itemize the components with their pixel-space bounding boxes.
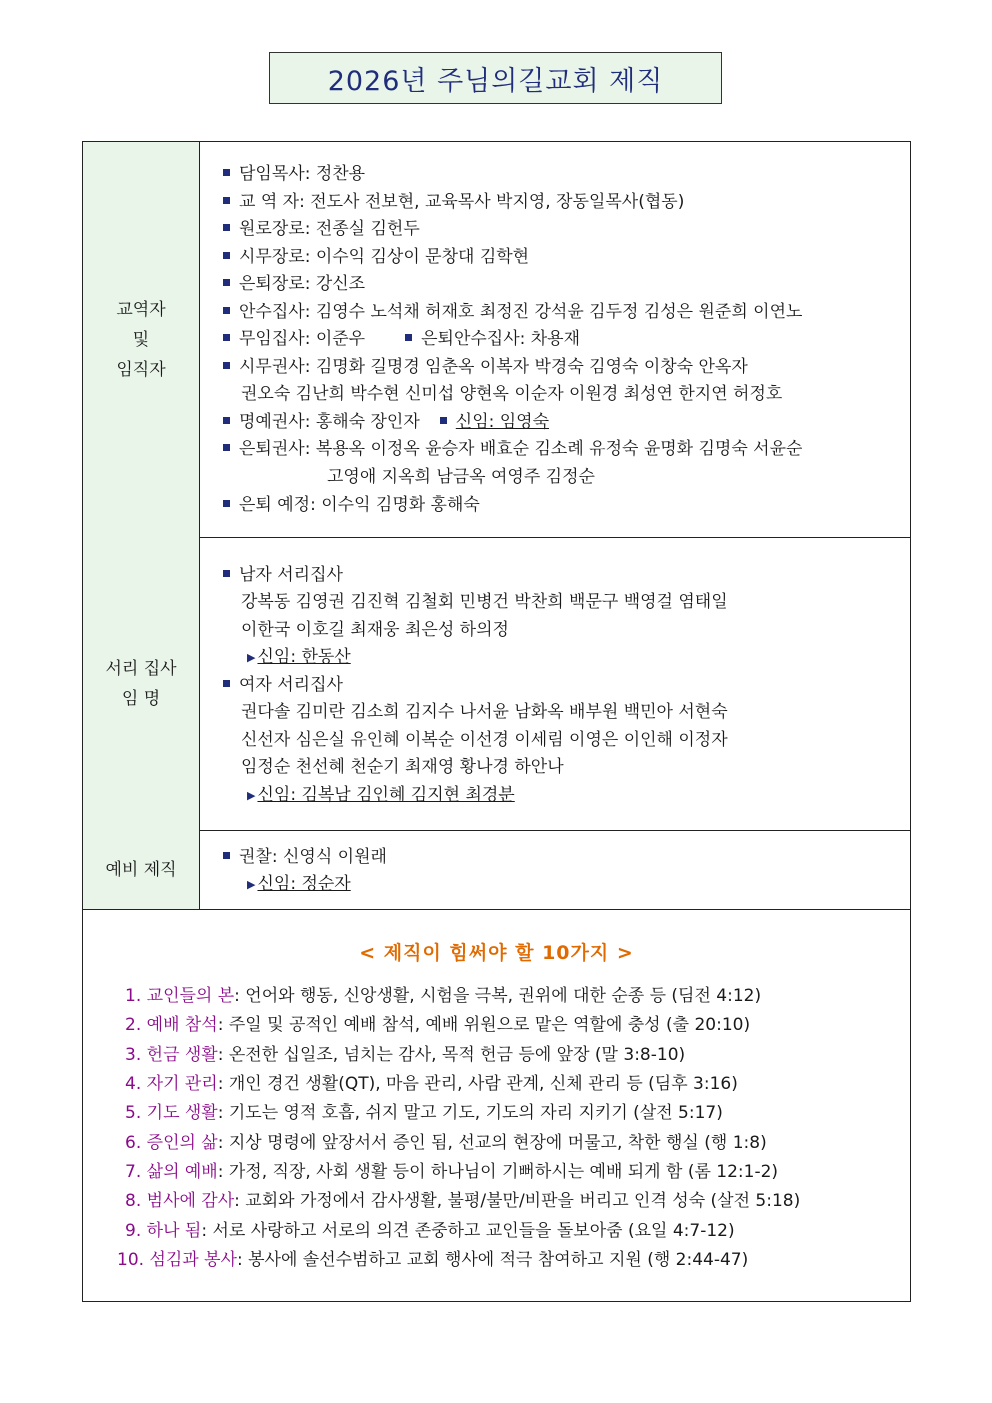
list-item	[223, 564, 343, 586]
list-item-continuation: 고영애 지옥희 남금옥 여영주 김정순	[327, 467, 595, 487]
section-label-reserve	[83, 830, 200, 909]
square-bullet-icon	[223, 444, 230, 451]
name-line: 강복동 김영권 김진혁 김철회 민병건 박찬희 백문구 백영걸 염태일	[241, 592, 728, 612]
duty-key: 헌금 생활	[146, 1045, 218, 1065]
duty-key: 범사에 감사	[146, 1191, 235, 1211]
duty-item	[125, 1044, 685, 1066]
duty-number: 2.	[125, 1015, 142, 1035]
list-item	[223, 191, 684, 213]
square-bullet-icon	[223, 279, 230, 286]
duty-text: : 서로 사랑하고 서로의 의견 존중하고 교인들을 돌보아줌 (요일 4:7-12)	[201, 1221, 735, 1241]
duty-key: 교인들의 본	[146, 986, 235, 1006]
section-content-deacons	[199, 537, 910, 830]
section-ministers	[83, 142, 910, 538]
section-content-ministers	[199, 142, 910, 537]
duty-number: 9.	[125, 1221, 142, 1241]
list-item-text: 권찰: 신영식 이원래	[239, 847, 387, 867]
list-item-text: 은퇴권사: 복용옥 이정옥 윤승자 배효순 김소례 유정숙 윤명화 김명숙 서윤순	[239, 439, 803, 459]
square-bullet-icon	[223, 252, 230, 259]
list-item	[223, 218, 420, 240]
duty-number: 7.	[125, 1162, 142, 1182]
duty-number: 8.	[125, 1191, 142, 1211]
list-item-continuation: 권오숙 김난희 박수현 신미섭 양현옥 이순자 이원경 최성연 한지연 허정호	[241, 384, 783, 404]
name-line: 임정순 천선혜 천순기 최재영 황나경 하안나	[241, 757, 564, 777]
duty-number: 4.	[125, 1074, 142, 1094]
list-item-text: 은퇴안수집사: 차용재	[421, 329, 581, 349]
triangle-right-icon: ▶	[247, 789, 256, 802]
duty-text: : 주일 및 공적인 예배 참석, 예배 위원으로 맡은 역할에 충성 (출 20:10)	[217, 1015, 751, 1035]
new-appointee	[247, 784, 515, 807]
list-item-text: 은퇴장로: 강신조	[239, 274, 366, 294]
list-item-text: 시무권사: 김명화 길명경 임춘옥 이복자 박경숙 김영숙 이창숙 안옥자	[239, 357, 748, 377]
duty-key: 기도 생활	[146, 1103, 218, 1123]
duty-item	[125, 1073, 738, 1095]
list-item-text: 담임목사: 정찬용	[239, 164, 366, 184]
new-appointee-text: 신임: 정순자	[257, 874, 351, 894]
list-item-text: 여자 서리집사	[239, 675, 343, 695]
ten-duties-heading: < 제직이 힘써야 할 10가지 >	[359, 942, 634, 964]
square-bullet-icon	[223, 570, 230, 577]
duty-text: : 개인 경건 생활(QT), 마음 관리, 사람 관계, 신체 관리 등 (딤후 3:16)	[217, 1074, 738, 1094]
name-line: 신선자 심은실 유인혜 이복순 이선경 이세림 이영은 이인해 이정자	[241, 730, 728, 750]
duty-text: : 봉사에 솔선수범하고 교회 행사에 적극 참여하고 지원 (행 2:44-47)	[236, 1250, 749, 1270]
section-deacons	[83, 537, 910, 831]
square-bullet-icon	[223, 362, 230, 369]
triangle-right-icon: ▶	[247, 651, 256, 664]
section-reserve	[83, 830, 910, 910]
duty-key: 자기 관리	[146, 1074, 218, 1094]
square-bullet-icon	[223, 334, 230, 341]
square-bullet-icon	[223, 417, 230, 424]
list-item	[223, 494, 480, 516]
duty-item	[125, 1132, 767, 1154]
list-item	[223, 163, 365, 185]
square-bullet-icon	[223, 224, 230, 231]
list-item	[223, 273, 365, 295]
label-line: 임 명	[121, 688, 161, 709]
duty-number: 3.	[125, 1045, 142, 1065]
list-item	[223, 301, 802, 323]
list-item-text: 은퇴 예정: 이수익 김명화 홍해숙	[239, 495, 480, 515]
list-item	[223, 246, 529, 268]
list-item	[223, 356, 748, 378]
list-item-text: 교 역 자: 전도사 전보현, 교육목사 박지영, 장동일목사(협동)	[239, 192, 685, 212]
duty-number: 10.	[117, 1250, 145, 1270]
label-line: 예비 제직	[105, 859, 177, 880]
new-appointee-text: 신임: 임영숙	[455, 412, 550, 432]
label-line: 서리 집사	[105, 658, 177, 679]
new-appointee	[247, 873, 351, 896]
square-bullet-icon	[223, 169, 230, 176]
duty-item	[125, 1014, 750, 1036]
duty-key: 증인의 삶	[146, 1133, 218, 1153]
new-appointee	[247, 646, 351, 669]
label-line: 교역자	[116, 299, 166, 320]
duty-item	[125, 985, 761, 1007]
duty-number: 6.	[125, 1133, 142, 1153]
square-bullet-icon	[223, 852, 230, 859]
name-line: 이한국 이호길 최재웅 최은성 하의정	[241, 620, 509, 640]
duty-key: 하나 됨	[146, 1221, 202, 1241]
square-bullet-icon	[440, 417, 447, 424]
square-bullet-icon	[405, 334, 412, 341]
square-bullet-icon	[223, 680, 230, 687]
label-line: 및	[132, 329, 150, 350]
list-item	[223, 438, 802, 460]
list-item-text: 남자 서리집사	[239, 565, 343, 585]
duty-key: 섬김과 봉사	[149, 1250, 237, 1270]
duty-number: 1.	[125, 986, 142, 1006]
section-label-deacons	[83, 537, 200, 830]
square-bullet-icon	[223, 197, 230, 204]
duty-number: 5.	[125, 1103, 142, 1123]
duty-text: : 기도는 영적 호흡, 쉬지 말고 기도, 기도의 자리 지키기 (살전 5:17)	[217, 1103, 723, 1123]
duty-text: : 지상 명령에 앞장서서 증인 됨, 선교의 현장에 머물고, 착한 행실 (행 1:8)	[217, 1133, 767, 1153]
list-item-text: 시무장로: 이수익 김상이 문창대 김학현	[239, 247, 530, 267]
duty-key: 삶의 예배	[146, 1162, 218, 1182]
list-item-text: 명예권사: 홍해숙 장인자	[239, 412, 420, 432]
section-label-ministers	[83, 142, 200, 537]
name-line: 권다솔 김미란 김소희 김지수 나서윤 남화옥 배부원 백민아 서현숙	[241, 702, 728, 722]
section-content-reserve	[199, 830, 910, 909]
triangle-right-icon: ▶	[247, 878, 256, 891]
list-item	[223, 411, 549, 433]
list-item-text: 원로장로: 전종실 김헌두	[239, 219, 420, 239]
square-bullet-icon	[223, 307, 230, 314]
label-line: 임직자	[116, 359, 166, 380]
duty-item	[125, 1161, 778, 1183]
roster-table	[82, 141, 911, 1302]
new-appointee-text: 신임: 김복남 김인혜 김지현 최경분	[257, 785, 515, 805]
page-title: 2026년 주님의길교회 제직	[269, 52, 722, 104]
list-item	[223, 328, 580, 350]
duty-text: : 언어와 행동, 신앙생활, 시험을 극복, 권위에 대한 순종 등 (딤전 4:12)	[234, 986, 762, 1006]
list-item	[223, 846, 387, 868]
list-item-text: 안수집사: 김영수 노석채 허재호 최정진 강석윤 김두정 김성은 원준희 이연노	[239, 302, 803, 322]
new-appointee-text: 신임: 한동산	[257, 647, 351, 667]
duty-item	[125, 1220, 735, 1242]
duty-item	[125, 1190, 800, 1212]
duty-item	[117, 1249, 748, 1271]
square-bullet-icon	[223, 500, 230, 507]
duty-text: : 온전한 십일조, 넘치는 감사, 목적 헌금 등에 앞장 (말 3:8-10)	[217, 1045, 686, 1065]
duty-item	[125, 1102, 723, 1124]
duty-key: 예배 참석	[146, 1015, 218, 1035]
duty-text: : 교회와 가정에서 감사생활, 불평/불만/비판을 버리고 인격 성숙 (살전 5:18)	[234, 1191, 801, 1211]
list-item	[223, 674, 343, 696]
duty-text: : 가정, 직장, 사회 생활 등이 하나님이 기뻐하시는 예배 되게 함 (롬 12:1-2)	[217, 1162, 779, 1182]
list-item-text: 무임집사: 이준우	[239, 329, 366, 349]
